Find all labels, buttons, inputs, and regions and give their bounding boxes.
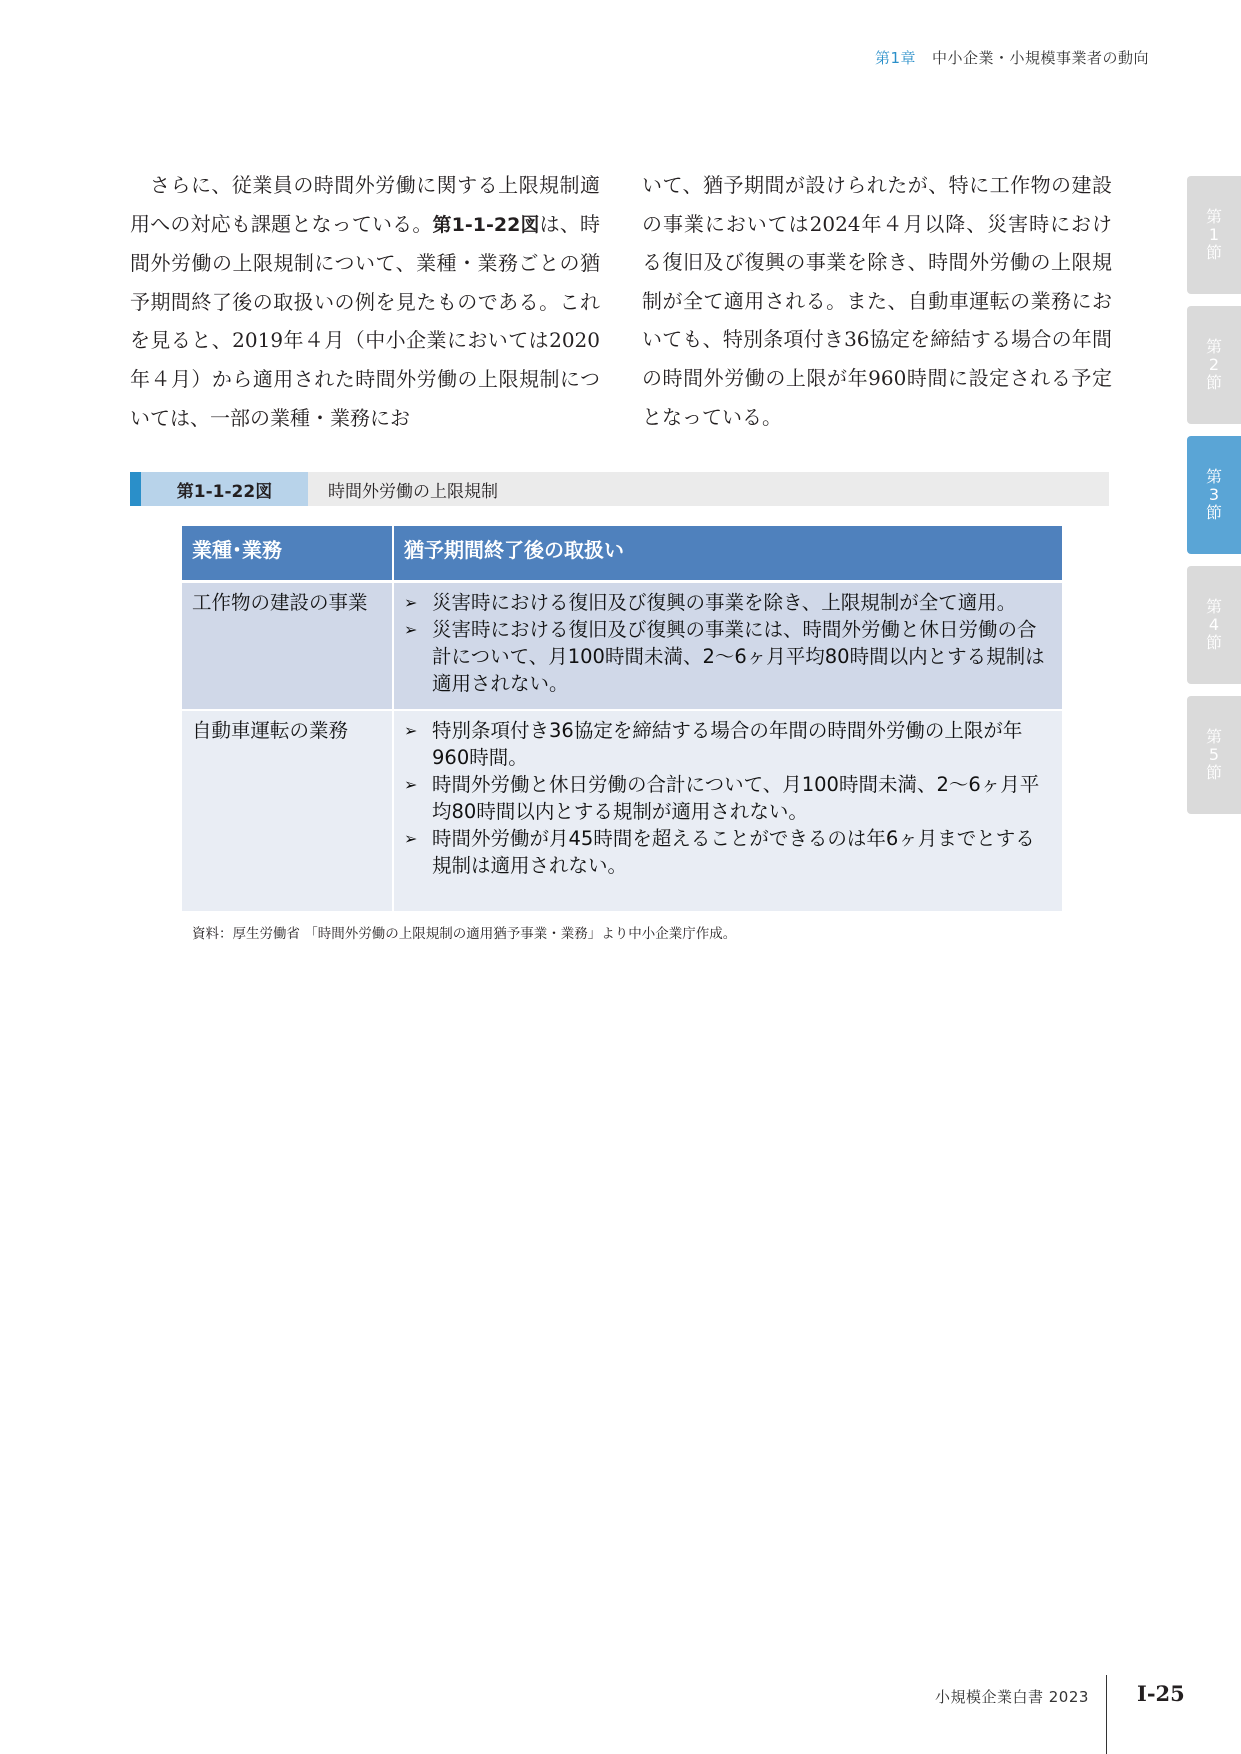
arrow-bullet-icon: ➢ — [404, 620, 418, 639]
chapter-title: 中小企業・小規模事業者の動向 — [931, 49, 1149, 67]
body-text-right — [642, 166, 1112, 436]
list-item: ➢ 特別条項付き36協定を締結する場合の年間の時間外労働の上限が年960時間。 — [404, 719, 1023, 769]
list-item: ➢ 災害時における復旧及び復興の事業には、時間外労働と休日労働の合計について、月100時間未満、2～6ヶ月平均80時間以内とする規制は適用されない。 — [404, 618, 1045, 695]
section-tab-5[interactable]: 第5節 — [1187, 696, 1241, 814]
list-item: ➢ 災害時における復旧及び復興の事業を除き、上限規制が全て適用。 — [404, 591, 1017, 614]
table-row — [182, 582, 1062, 711]
chapter-number: 第1章 — [874, 49, 916, 67]
figure-reference[interactable]: 第1-1-22図 — [432, 213, 540, 236]
regulation-table — [182, 526, 1062, 911]
body-text-left — [130, 166, 600, 437]
footer-divider — [1106, 1675, 1107, 1754]
arrow-bullet-icon: ➢ — [404, 775, 418, 794]
figure-number: 第1-1-22図 — [141, 472, 308, 506]
arrow-bullet-icon: ➢ — [404, 829, 418, 848]
body-left-pre: さらに、従業員の時間外労働に関する上限規制適用への対応も課題となっている。 — [130, 173, 600, 236]
row-category: 工作物の建設の事業 — [182, 582, 393, 711]
list-item: ➢ 時間外労働が月45時間を超えることができるのは年6ヶ月までとする規制は適用されない。 — [404, 827, 1035, 877]
section-tabs — [1187, 176, 1241, 826]
section-tab-2[interactable]: 第2節 — [1187, 306, 1241, 424]
running-header — [875, 47, 1149, 68]
footer-book-title: 小規模企業白書 2023 — [935, 1688, 1089, 1706]
body-left-post: は、時間外労働の上限規制について、業種・業務ごとの猶予期間終了後の取扱いの例を見たものである。これを見ると、2019年４月（中小企業においては2020年４月）から適用された時間外労働の上限規制については、一部の業種・業務にお — [130, 211, 601, 430]
section-tab-3[interactable]: 第3節 — [1187, 436, 1241, 554]
column-header-treatment: 猶予期間終了後の取扱い — [393, 526, 1062, 582]
arrow-bullet-icon: ➢ — [404, 593, 418, 612]
table-header-row — [182, 526, 1062, 582]
list-item: ➢ 時間外労働と休日労働の合計について、月100時間未満、2～6ヶ月平均80時間以内とする規制が適用されない。 — [404, 773, 1040, 823]
row-points — [393, 710, 1062, 911]
column-header-category: 業種･業務 — [182, 526, 393, 582]
section-tab-4[interactable]: 第4節 — [1187, 566, 1241, 684]
arrow-bullet-icon: ➢ — [404, 721, 418, 740]
row-points — [393, 582, 1062, 711]
body-right-paragraph: いて、猶予期間が設けられたが、特に工作物の建設の事業においては2024年４月以降、災害時における復旧及び復興の事業を除き、時間外労働の上限規制が全て適用される。また、自動車運転の業務においても、特別条項付き36協定を締結する場合の年間の時間外労働の上限が年960時間に設定される予定となっている。 — [642, 173, 1112, 429]
figure-source-note: 資料：厚生労働省 「時間外労働の上限規制の適用猶予事業・業務」より中小企業庁作成。 — [192, 926, 737, 942]
row-category: 自動車運転の業務 — [182, 710, 393, 911]
caption-accent — [130, 472, 141, 506]
figure-caption-bar — [130, 472, 1109, 506]
section-tab-1[interactable]: 第1節 — [1187, 176, 1241, 294]
page-number: Ⅰ-25 — [1137, 1681, 1185, 1706]
table-row — [182, 710, 1062, 911]
figure-title: 時間外労働の上限規制 — [328, 481, 498, 502]
